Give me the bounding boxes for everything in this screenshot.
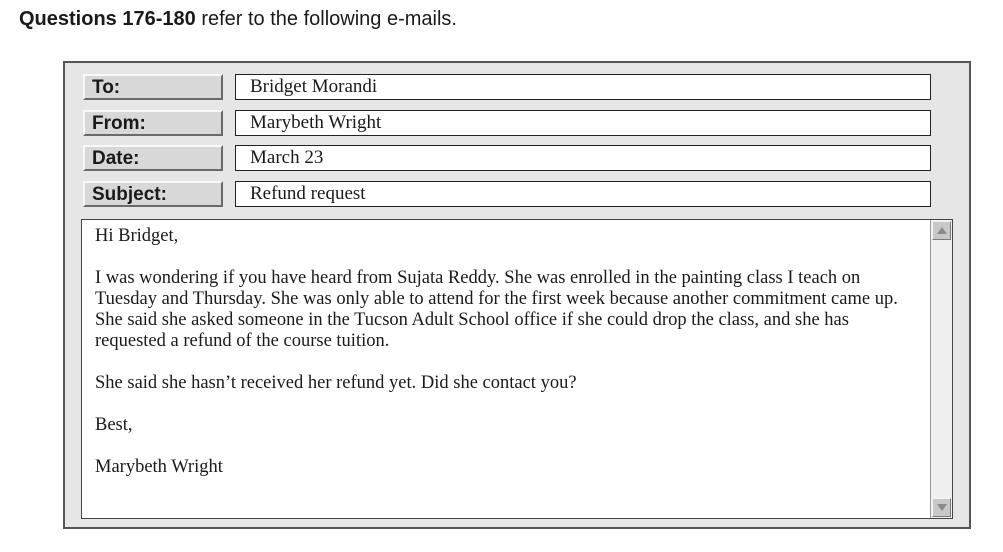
to-label: To: bbox=[83, 74, 223, 100]
subject-row bbox=[83, 181, 931, 208]
from-field[interactable]: Marybeth Wright bbox=[235, 110, 931, 136]
closing: Best, bbox=[95, 415, 133, 435]
subject-field[interactable]: Refund request bbox=[235, 181, 931, 207]
signature: Marybeth Wright bbox=[95, 457, 223, 477]
message-text bbox=[95, 226, 915, 478]
date-label: Date: bbox=[83, 145, 223, 171]
arrow-up-icon bbox=[937, 227, 947, 234]
questions-instruction: refer to the following e-mails. bbox=[201, 8, 457, 30]
greeting: Hi Bridget, bbox=[95, 226, 179, 246]
body-paragraph-2: She said she hasn’t received her refund yet. Did she contact you? bbox=[95, 373, 577, 393]
from-label: From: bbox=[83, 110, 223, 136]
arrow-down-icon bbox=[937, 504, 947, 511]
vertical-scrollbar[interactable] bbox=[930, 220, 952, 518]
from-row bbox=[83, 110, 931, 137]
message-body[interactable] bbox=[81, 219, 953, 519]
email-window bbox=[63, 61, 971, 529]
to-row bbox=[83, 74, 931, 101]
body-paragraph-1: I was wondering if you have heard from Sujata Reddy. She was enrolled in the painting class I teach on Tuesday and Thursday. She was only able to attend for the first week because another commitment came up. She said she asked someone in the Tucson Adult School office if she could drop the class, and she has requested a refund of the course tuition. bbox=[95, 268, 898, 351]
date-field[interactable]: March 23 bbox=[235, 145, 931, 171]
date-row bbox=[83, 145, 931, 172]
to-field[interactable]: Bridget Morandi bbox=[235, 74, 931, 100]
scroll-up-button[interactable] bbox=[932, 221, 951, 240]
scroll-down-button[interactable] bbox=[932, 498, 951, 517]
subject-label: Subject: bbox=[83, 181, 223, 207]
questions-range: Questions 176-180 bbox=[19, 8, 196, 30]
questions-heading bbox=[19, 8, 457, 31]
